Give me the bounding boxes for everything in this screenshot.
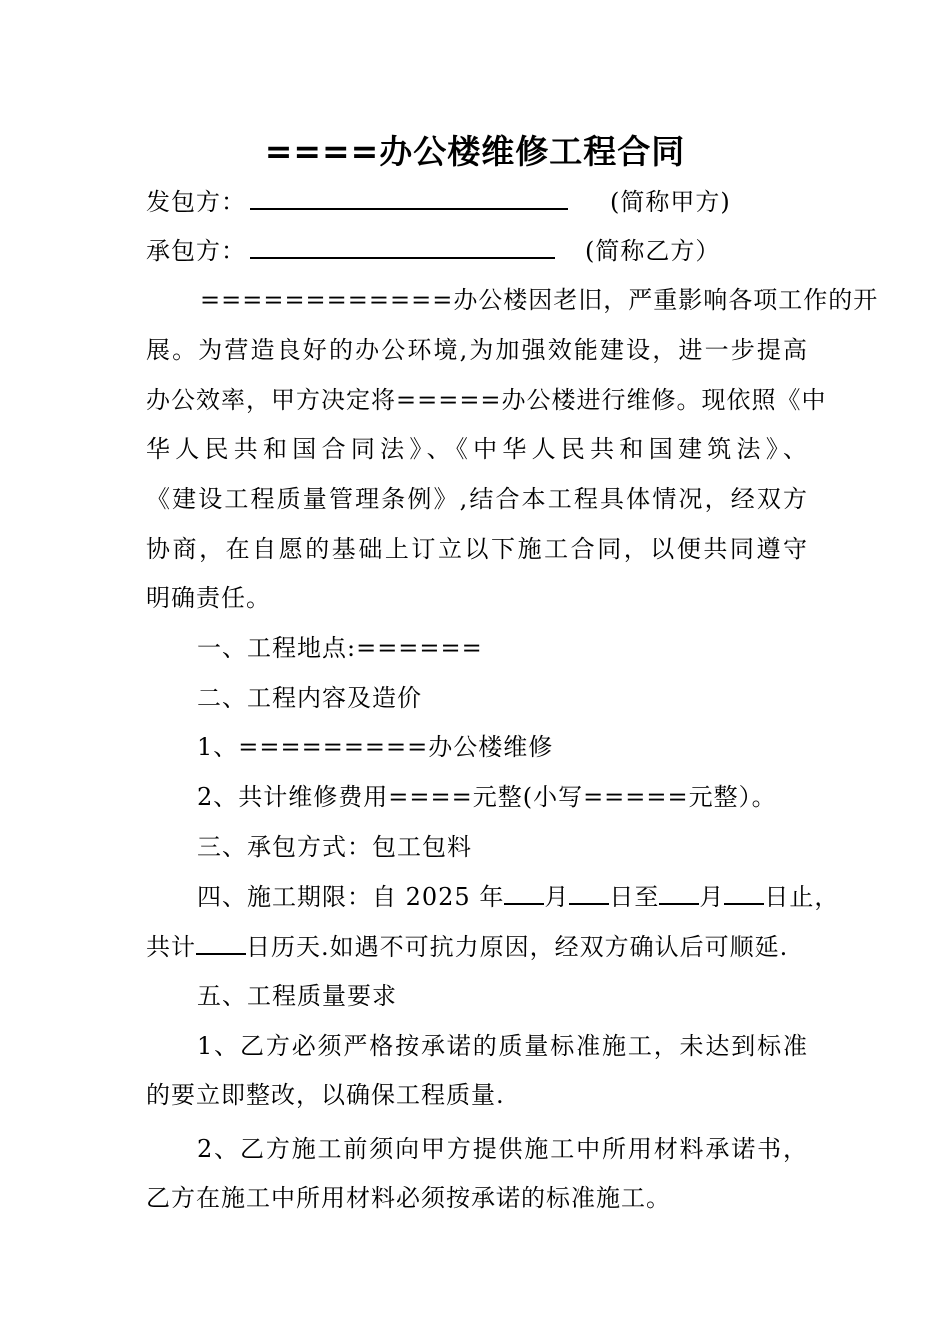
document-title: ====办公楼维修工程合同 xyxy=(264,132,686,171)
section-5-item-2-line-1: 2、乙方施工前须向甲方提供施工中所用材料承诺书， xyxy=(197,1135,808,1163)
intro-line-2: 展。为营造良好的办公环境,为加强效能建设，进一步提高 xyxy=(146,336,808,364)
intro-line-7: 明确责任。 xyxy=(146,584,271,612)
section-2-heading: 二、工程内容及造价 xyxy=(197,684,422,712)
intro-line-4: 华人民共和国合同法》、《中华人民共和国建筑法》、 xyxy=(146,435,808,463)
day-end-label: 日止， xyxy=(764,883,840,911)
intro-line-1: ============办公楼因老旧，严重影响各项工作的开 xyxy=(200,286,879,314)
party-b-blank xyxy=(250,235,555,259)
start-day-blank xyxy=(569,881,609,905)
intro-line-3: 办公效率，甲方决定将=====办公楼进行维修。现依照《中 xyxy=(146,386,827,414)
calendar-days-text: 日历天.如遇不可抗力原因，经双方确认后可顺延. xyxy=(246,933,789,961)
intro-line-5: 《建设工程质量管理条例》,结合本工程具体情况，经双方 xyxy=(146,485,808,513)
month-label-2: 月 xyxy=(699,883,725,911)
start-month-blank xyxy=(504,881,544,905)
section-1-location: 一、工程地点:====== xyxy=(197,634,483,662)
party-b-line xyxy=(146,235,720,266)
period-start-text: 四、施工期限：自 2025 年 xyxy=(197,883,505,911)
party-a-note: (简称甲方) xyxy=(610,188,731,216)
month-label: 月 xyxy=(544,883,570,911)
intro-line-6: 协商，在自愿的基础上订立以下施工合同，以便共同遵守 xyxy=(146,535,808,563)
party-a-blank xyxy=(250,186,568,210)
section-5-item-2-line-2: 乙方在施工中所用材料必须按承诺的标准施工。 xyxy=(146,1184,671,1212)
section-5-item-1-line-2: 的要立即整改，以确保工程质量. xyxy=(146,1081,505,1109)
section-2-item-1: 1、=========办公楼维修 xyxy=(197,733,554,761)
party-b-label: 承包方： xyxy=(146,237,246,265)
end-day-blank xyxy=(724,881,764,905)
end-month-blank xyxy=(659,881,699,905)
section-4-period-line-1 xyxy=(197,881,839,912)
total-label: 共计 xyxy=(146,933,196,961)
party-a-line xyxy=(146,186,731,217)
section-2-item-2: 2、共计维修费用====元整(小写=====元整）。 xyxy=(197,783,777,811)
section-4-period-line-2 xyxy=(146,931,788,962)
section-5-heading: 五、工程质量要求 xyxy=(197,982,397,1010)
total-days-blank xyxy=(196,931,246,955)
section-5-item-1-line-1: 1、乙方必须严格按承诺的质量标准施工，未达到标准 xyxy=(197,1032,808,1060)
section-3-contract-mode: 三、承包方式：包工包料 xyxy=(197,833,472,861)
party-b-note: (简称乙方） xyxy=(585,237,721,265)
day-to-label: 日至 xyxy=(609,883,660,911)
party-a-label: 发包方： xyxy=(146,188,246,216)
